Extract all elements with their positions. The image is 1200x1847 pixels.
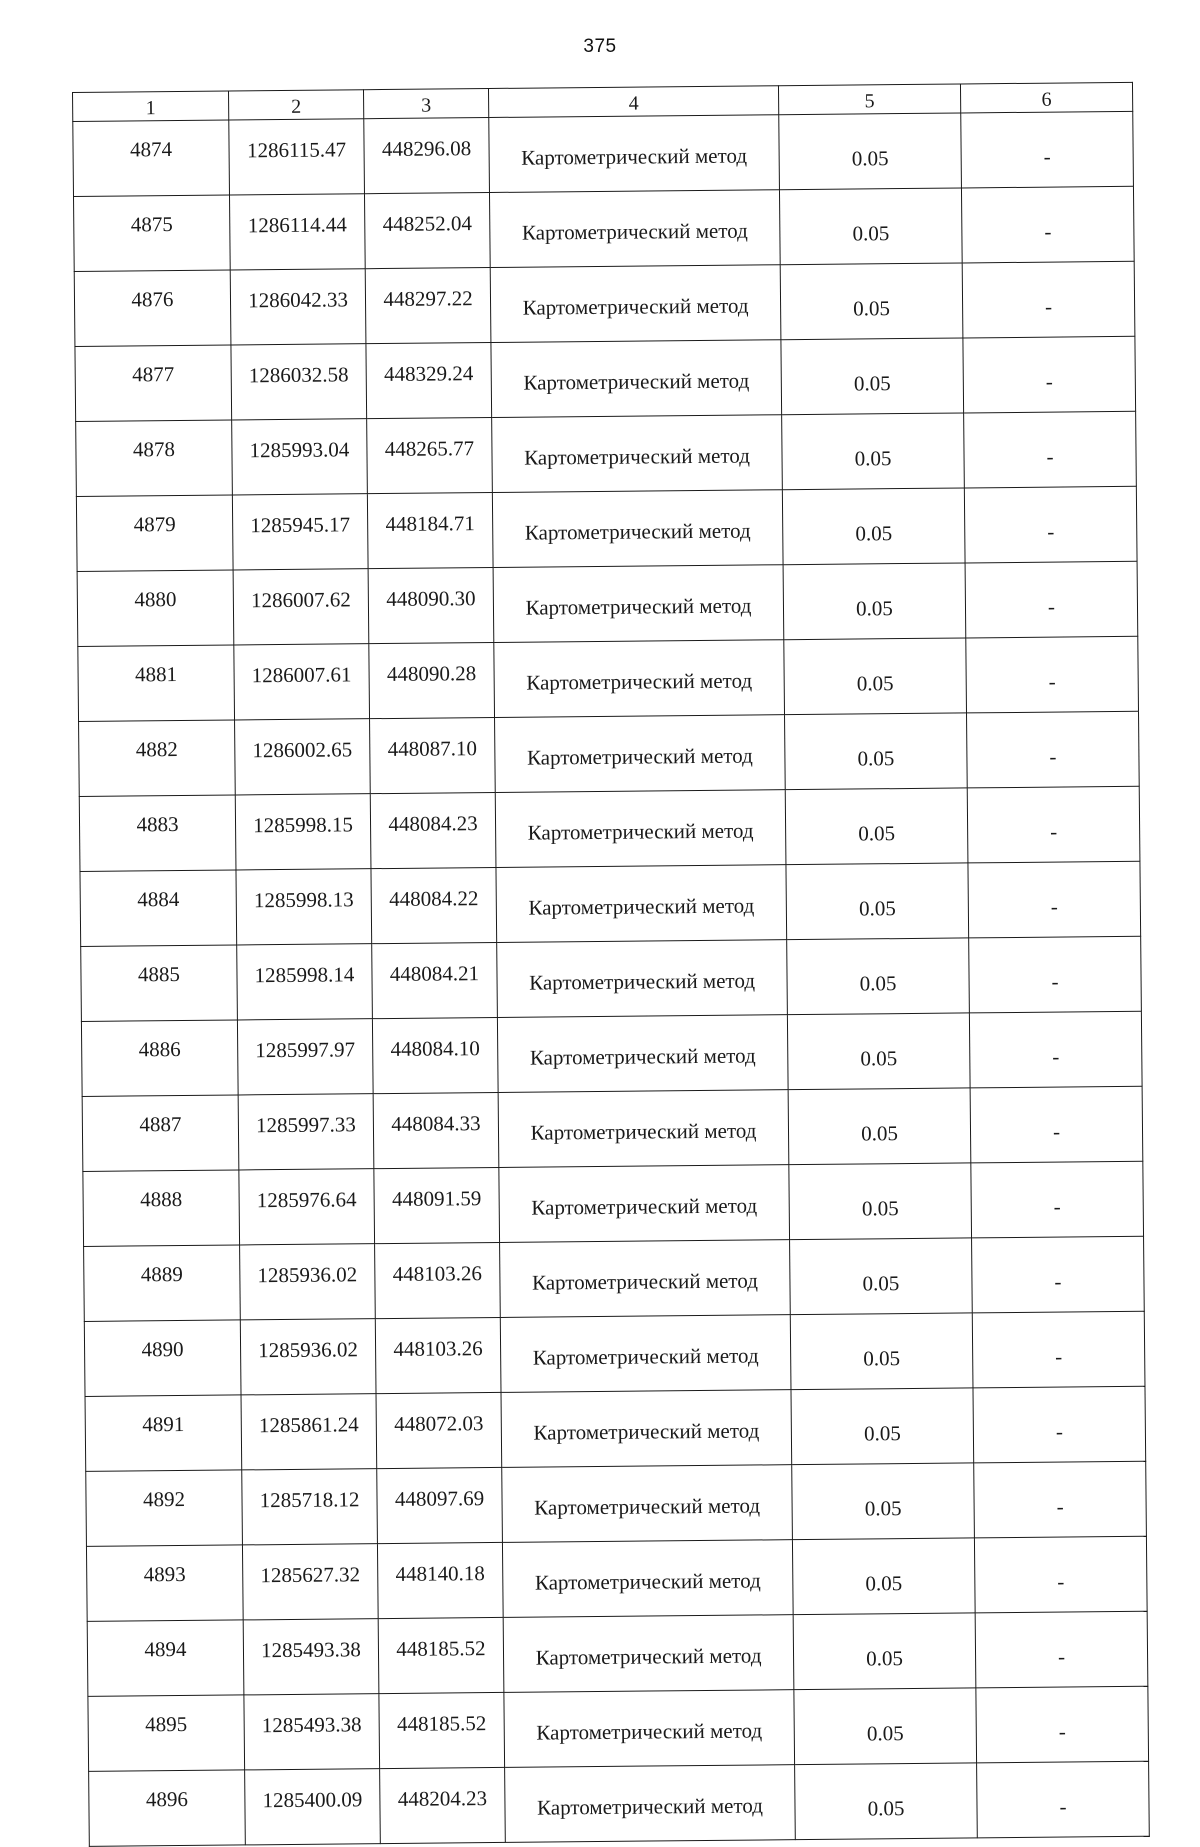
point-number-cell: 4889 bbox=[84, 1245, 241, 1321]
column-header: 5 bbox=[778, 84, 960, 115]
accuracy-cell: 0.05 bbox=[787, 938, 970, 1015]
note-cell: - bbox=[967, 711, 1140, 788]
column-header: 3 bbox=[363, 89, 488, 119]
x-coordinate-cell: 1285976.64 bbox=[239, 1169, 375, 1245]
x-coordinate-cell: 1285627.32 bbox=[242, 1544, 378, 1620]
method-cell: Картометрический метод bbox=[504, 1690, 795, 1768]
point-number-cell: 4883 bbox=[79, 795, 236, 871]
table-row bbox=[82, 1086, 1143, 1171]
accuracy-cell: 0.05 bbox=[792, 1463, 975, 1540]
point-number-cell: 4887 bbox=[82, 1095, 239, 1171]
note-cell: - bbox=[970, 1086, 1143, 1163]
method-cell: Картометрический метод bbox=[505, 1765, 796, 1843]
note-cell: - bbox=[975, 1611, 1148, 1688]
note-cell: - bbox=[973, 1386, 1146, 1463]
table-row bbox=[83, 1161, 1144, 1246]
note-cell: - bbox=[977, 1761, 1150, 1838]
point-number-cell: 4877 bbox=[75, 345, 232, 421]
table-row bbox=[76, 486, 1137, 571]
table-row bbox=[74, 186, 1135, 271]
accuracy-cell: 0.05 bbox=[782, 413, 965, 490]
y-coordinate-cell: 448090.30 bbox=[368, 567, 494, 643]
accuracy-cell: 0.05 bbox=[787, 1013, 970, 1090]
point-number-cell: 4880 bbox=[77, 570, 234, 646]
point-number-cell: 4885 bbox=[81, 945, 238, 1021]
accuracy-cell: 0.05 bbox=[779, 188, 962, 265]
y-coordinate-cell: 448185.52 bbox=[379, 1692, 505, 1768]
method-cell: Картометрический метод bbox=[495, 790, 786, 868]
page-number: 375 bbox=[583, 36, 617, 57]
method-cell: Картометрический метод bbox=[501, 1390, 792, 1468]
note-cell: - bbox=[968, 861, 1141, 938]
y-coordinate-cell: 448084.22 bbox=[371, 867, 497, 943]
document-sheet bbox=[72, 82, 1149, 1847]
y-coordinate-cell: 448084.33 bbox=[373, 1092, 499, 1168]
y-coordinate-cell: 448090.28 bbox=[369, 642, 495, 718]
table-row bbox=[86, 1461, 1147, 1546]
table-row bbox=[87, 1611, 1148, 1696]
accuracy-cell: 0.05 bbox=[785, 713, 968, 790]
accuracy-cell: 0.05 bbox=[784, 638, 967, 715]
method-cell: Картометрический метод bbox=[503, 1615, 794, 1693]
accuracy-cell: 0.05 bbox=[791, 1388, 974, 1465]
method-cell: Картометрический метод bbox=[490, 265, 781, 343]
x-coordinate-cell: 1285998.13 bbox=[236, 869, 372, 945]
y-coordinate-cell: 448296.08 bbox=[364, 118, 490, 194]
point-number-cell: 4892 bbox=[86, 1470, 243, 1546]
y-coordinate-cell: 448252.04 bbox=[364, 192, 490, 268]
x-coordinate-cell: 1285993.04 bbox=[232, 419, 368, 495]
accuracy-cell: 0.05 bbox=[782, 488, 965, 565]
table-row bbox=[79, 786, 1140, 871]
y-coordinate-cell: 448185.52 bbox=[378, 1617, 504, 1693]
note-cell: - bbox=[964, 411, 1137, 488]
accuracy-cell: 0.05 bbox=[786, 863, 969, 940]
point-number-cell: 4882 bbox=[79, 720, 236, 796]
method-cell: Картометрический метод bbox=[498, 1090, 789, 1168]
method-cell: Картометрический метод bbox=[493, 565, 784, 643]
point-number-cell: 4878 bbox=[76, 420, 233, 496]
point-number-cell: 4879 bbox=[76, 495, 233, 571]
accuracy-cell: 0.05 bbox=[783, 563, 966, 640]
method-cell: Картометрический метод bbox=[489, 115, 780, 193]
table-row bbox=[79, 711, 1140, 796]
method-cell: Картометрический метод bbox=[495, 715, 786, 793]
method-cell: Картометрический метод bbox=[489, 190, 780, 268]
y-coordinate-cell: 448329.24 bbox=[366, 342, 492, 418]
note-cell: - bbox=[964, 486, 1137, 563]
accuracy-cell: 0.05 bbox=[792, 1538, 975, 1615]
x-coordinate-cell: 1286115.47 bbox=[229, 119, 365, 195]
x-coordinate-cell: 1285998.15 bbox=[235, 794, 371, 870]
x-coordinate-cell: 1285997.97 bbox=[237, 1019, 373, 1095]
method-cell: Картометрический метод bbox=[496, 865, 787, 943]
table-row bbox=[84, 1236, 1145, 1321]
x-coordinate-cell: 1286032.58 bbox=[231, 344, 367, 420]
accuracy-cell: 0.05 bbox=[795, 1763, 978, 1840]
table-row bbox=[74, 261, 1135, 346]
x-coordinate-cell: 1285936.02 bbox=[240, 1244, 376, 1320]
table-row bbox=[80, 861, 1141, 946]
note-cell: - bbox=[976, 1686, 1149, 1763]
accuracy-cell: 0.05 bbox=[779, 113, 962, 190]
point-number-cell: 4881 bbox=[78, 645, 235, 721]
x-coordinate-cell: 1286007.61 bbox=[234, 644, 370, 720]
note-cell: - bbox=[972, 1311, 1145, 1388]
y-coordinate-cell: 448072.03 bbox=[376, 1392, 502, 1468]
point-number-cell: 4893 bbox=[86, 1545, 243, 1621]
point-number-cell: 4888 bbox=[83, 1170, 240, 1246]
x-coordinate-cell: 1286042.33 bbox=[230, 269, 366, 345]
x-coordinate-cell: 1286002.65 bbox=[235, 719, 371, 795]
x-coordinate-cell: 1285718.12 bbox=[242, 1469, 378, 1545]
method-cell: Картометрический метод bbox=[494, 640, 785, 718]
table-body bbox=[73, 111, 1150, 1846]
accuracy-cell: 0.05 bbox=[789, 1163, 972, 1240]
point-number-cell: 4891 bbox=[85, 1395, 242, 1471]
x-coordinate-cell: 1285493.38 bbox=[244, 1694, 380, 1770]
method-cell: Картометрический метод bbox=[499, 1165, 790, 1243]
note-cell: - bbox=[962, 261, 1135, 338]
y-coordinate-cell: 448265.77 bbox=[367, 417, 493, 493]
method-cell: Картометрический метод bbox=[500, 1315, 791, 1393]
x-coordinate-cell: 1285493.38 bbox=[243, 1619, 379, 1695]
accuracy-cell: 0.05 bbox=[793, 1613, 976, 1690]
column-header: 1 bbox=[73, 91, 229, 121]
note-cell: - bbox=[963, 336, 1136, 413]
accuracy-cell: 0.05 bbox=[785, 788, 968, 865]
accuracy-cell: 0.05 bbox=[794, 1688, 977, 1765]
table-row bbox=[89, 1761, 1150, 1846]
x-coordinate-cell: 1285997.33 bbox=[238, 1094, 374, 1170]
accuracy-cell: 0.05 bbox=[781, 338, 964, 415]
method-cell: Картометрический метод bbox=[502, 1540, 793, 1618]
method-cell: Картометрический метод bbox=[497, 940, 788, 1018]
accuracy-cell: 0.05 bbox=[790, 1313, 973, 1390]
table-row bbox=[84, 1311, 1145, 1396]
y-coordinate-cell: 448103.26 bbox=[375, 1242, 501, 1318]
y-coordinate-cell: 448140.18 bbox=[377, 1542, 503, 1618]
note-cell: - bbox=[974, 1461, 1147, 1538]
note-cell: - bbox=[969, 1011, 1142, 1088]
method-cell: Картометрический метод bbox=[491, 340, 782, 418]
note-cell: - bbox=[969, 936, 1142, 1013]
y-coordinate-cell: 448184.71 bbox=[367, 492, 493, 568]
y-coordinate-cell: 448297.22 bbox=[365, 267, 491, 343]
note-cell: - bbox=[967, 786, 1140, 863]
accuracy-cell: 0.05 bbox=[788, 1088, 971, 1165]
table-row bbox=[85, 1386, 1146, 1471]
note-cell: - bbox=[961, 111, 1134, 188]
y-coordinate-cell: 448084.21 bbox=[372, 942, 498, 1018]
column-header: 4 bbox=[488, 86, 778, 118]
table-row bbox=[76, 411, 1137, 496]
accuracy-cell: 0.05 bbox=[790, 1238, 973, 1315]
y-coordinate-cell: 448084.23 bbox=[370, 792, 496, 868]
y-coordinate-cell: 448091.59 bbox=[374, 1167, 500, 1243]
point-number-cell: 4886 bbox=[81, 1020, 238, 1096]
note-cell: - bbox=[974, 1536, 1147, 1613]
point-number-cell: 4884 bbox=[80, 870, 237, 946]
point-number-cell: 4874 bbox=[73, 120, 230, 196]
accuracy-cell: 0.05 bbox=[780, 263, 963, 340]
note-cell: - bbox=[965, 561, 1138, 638]
coordinates-table bbox=[72, 82, 1150, 1847]
point-number-cell: 4895 bbox=[88, 1695, 245, 1771]
table-row bbox=[77, 561, 1138, 646]
y-coordinate-cell: 448097.69 bbox=[377, 1467, 503, 1543]
note-cell: - bbox=[972, 1236, 1145, 1313]
column-header: 2 bbox=[228, 90, 363, 120]
x-coordinate-cell: 1285998.14 bbox=[237, 944, 373, 1020]
method-cell: Картометрический метод bbox=[500, 1240, 791, 1318]
y-coordinate-cell: 448087.10 bbox=[370, 717, 496, 793]
method-cell: Картометрический метод bbox=[502, 1465, 793, 1543]
point-number-cell: 4896 bbox=[89, 1770, 246, 1846]
table-row bbox=[88, 1686, 1149, 1771]
x-coordinate-cell: 1286114.44 bbox=[229, 194, 365, 270]
note-cell: - bbox=[961, 186, 1134, 263]
point-number-cell: 4894 bbox=[87, 1620, 244, 1696]
table-row bbox=[81, 936, 1142, 1021]
note-cell: - bbox=[966, 636, 1139, 713]
method-cell: Картометрический метод bbox=[497, 1015, 788, 1093]
x-coordinate-cell: 1285861.24 bbox=[241, 1394, 377, 1470]
table-row bbox=[86, 1536, 1147, 1621]
x-coordinate-cell: 1285945.17 bbox=[232, 494, 368, 570]
x-coordinate-cell: 1286007.62 bbox=[233, 569, 369, 645]
method-cell: Картометрический метод bbox=[492, 415, 783, 493]
column-header: 6 bbox=[960, 82, 1132, 113]
x-coordinate-cell: 1285936.02 bbox=[240, 1319, 376, 1395]
x-coordinate-cell: 1285400.09 bbox=[245, 1769, 381, 1845]
y-coordinate-cell: 448084.10 bbox=[372, 1017, 498, 1093]
y-coordinate-cell: 448204.23 bbox=[380, 1767, 506, 1843]
table-row bbox=[73, 111, 1134, 196]
point-number-cell: 4875 bbox=[74, 195, 231, 271]
method-cell: Картометрический метод bbox=[492, 490, 783, 568]
table-row bbox=[75, 336, 1136, 421]
y-coordinate-cell: 448103.26 bbox=[375, 1317, 501, 1393]
point-number-cell: 4890 bbox=[84, 1320, 241, 1396]
table-row bbox=[81, 1011, 1142, 1096]
point-number-cell: 4876 bbox=[74, 270, 231, 346]
note-cell: - bbox=[971, 1161, 1144, 1238]
table-row bbox=[78, 636, 1139, 721]
